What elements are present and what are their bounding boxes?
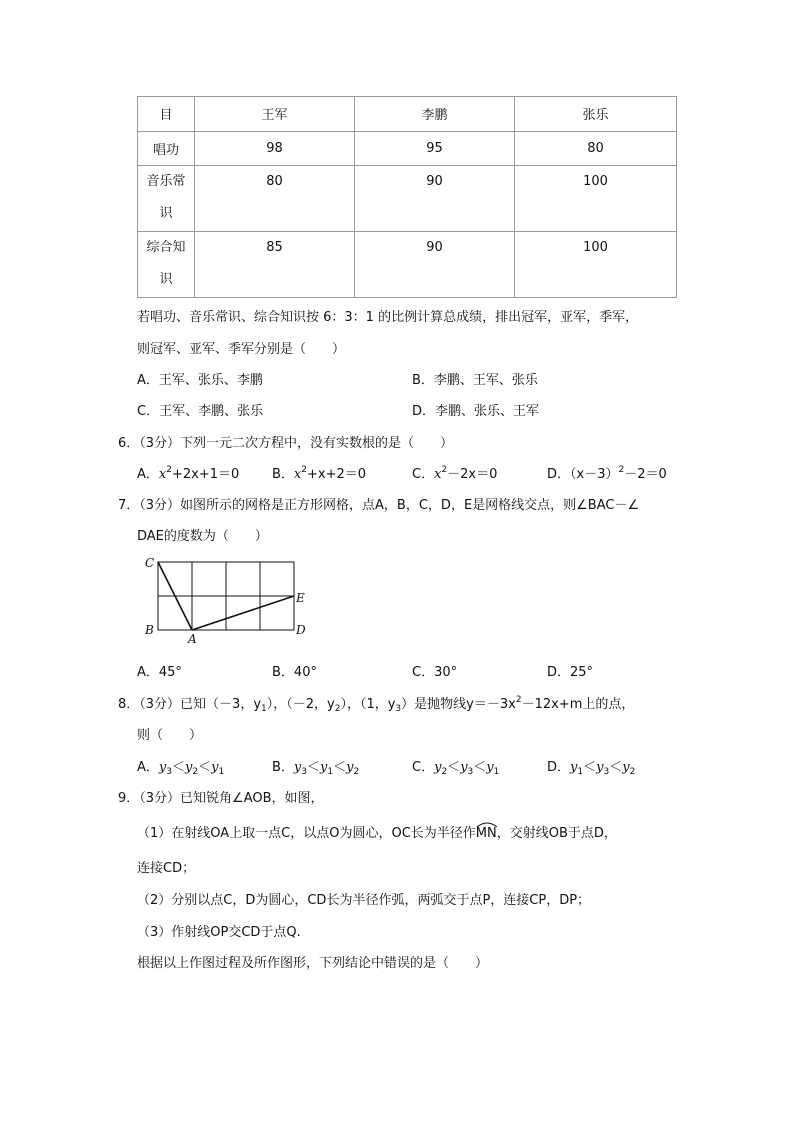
- exponent: 2: [515, 695, 522, 705]
- row-label-line: 音乐常: [146, 174, 186, 189]
- q9-stem: 9．（3分）已知锐角∠AOB，如图，: [118, 791, 324, 806]
- row-label-line: 综合知: [146, 240, 186, 255]
- subscript: 1: [218, 767, 225, 777]
- option-text: +2x+1＝0: [171, 467, 240, 482]
- q9-step1-line1: [137, 822, 617, 841]
- math-var: x: [158, 467, 167, 482]
- subscript: 1: [577, 767, 584, 777]
- subscript: 3: [395, 704, 402, 714]
- row-label: 唱功: [138, 132, 195, 166]
- point-label-e: E: [296, 591, 305, 605]
- q5-option-a: A．王军、张乐、李鹏: [137, 373, 263, 388]
- q8-option-a: A．$y_3<y_2<y_1$: [137, 760, 225, 777]
- point-label-a: A: [188, 632, 197, 644]
- option-prefix: B．: [272, 760, 294, 775]
- subscript: 1: [261, 704, 267, 714]
- table-cell: 85: [195, 232, 355, 298]
- q7-option-d: D．25°: [547, 665, 594, 680]
- subscript: 2: [629, 767, 636, 777]
- q8-stem-line1: [118, 693, 634, 714]
- option-prefix: A．: [137, 467, 159, 482]
- q8-text: ），（1，y: [340, 697, 396, 712]
- exponent: 2: [618, 465, 625, 475]
- exponent: 2: [441, 465, 448, 475]
- row-label: [138, 166, 195, 232]
- q5-option-d: D．李鹏、张乐、王军: [412, 404, 540, 419]
- q7-option-b: B．40°: [272, 665, 317, 680]
- table-cell: 90: [355, 232, 515, 298]
- subscript: 2: [353, 767, 360, 777]
- option-text: －2＝0: [624, 467, 667, 482]
- option-text: +x+2＝0: [307, 467, 367, 482]
- subscript: 2: [441, 767, 448, 777]
- table-header-row: [138, 97, 677, 132]
- option-prefix: B．: [272, 467, 294, 482]
- q9-step1-line2: 连接CD；: [137, 861, 196, 876]
- math-var: x: [434, 467, 442, 482]
- q8-option-c: C．$y_2<y_3<y_1$: [412, 760, 500, 777]
- q6-option-a: [137, 463, 239, 482]
- subscript: 3: [301, 767, 308, 777]
- q8-text: －12x+m上的点，: [521, 697, 635, 712]
- arc-mark-icon: [476, 820, 498, 828]
- q9-step2: （2）分别以点C，D为圆心，CD长为半径作弧，两弧交于点P，连接CP，DP；: [137, 893, 591, 908]
- grid-figure: [138, 552, 318, 644]
- subscript: 3: [467, 767, 474, 777]
- option-prefix: A．: [137, 760, 159, 775]
- q8-option-b: B．$y_3<y_1<y_2$: [272, 760, 360, 777]
- table-header-cell: 张乐: [515, 97, 677, 132]
- q7-option-c: C．30°: [412, 665, 458, 680]
- arc-mn: [476, 822, 497, 841]
- point-label-b: B: [145, 623, 154, 637]
- q5-option-b: B．李鹏、王军、张乐: [412, 373, 538, 388]
- q8-text: ），（－2，y: [266, 697, 335, 712]
- subscript: 3: [603, 767, 610, 777]
- table-header-cell: 目: [138, 97, 195, 132]
- table-cell: 80: [195, 166, 355, 232]
- arc-label: MN: [475, 826, 497, 841]
- table-header-cell: 王军: [195, 97, 355, 132]
- table-cell: 80: [515, 132, 677, 166]
- table-cell: 100: [515, 166, 677, 232]
- row-label-line: 识: [159, 206, 173, 221]
- q8-option-d: D．$y_1<y_3<y_2$: [547, 760, 636, 777]
- row-label-line: 识: [159, 272, 173, 287]
- q5-stem-line1: 若唱功、音乐常识、综合知识按 6：3：1 的比例计算总成绩，排出冠军，亚军，季军，: [137, 310, 639, 325]
- subscript: 1: [327, 767, 334, 777]
- point-label-d: D: [296, 623, 306, 637]
- subscript: 1: [493, 767, 500, 777]
- score-table: [137, 96, 677, 298]
- option-text: －2x＝0: [447, 467, 498, 482]
- table-cell: 98: [195, 132, 355, 166]
- exponent: 2: [301, 465, 307, 475]
- q9-question: 根据以上作图过程及所作图形，下列结论中错误的是（ ）: [137, 956, 489, 971]
- q6-option-c: [412, 463, 497, 482]
- q8-stem-line2: 则（ ）: [137, 728, 203, 743]
- table-row: [138, 132, 677, 166]
- q5-option-c: C．王军、李鹏、张乐: [137, 404, 264, 419]
- subscript: 3: [166, 767, 172, 777]
- table-cell: 95: [355, 132, 515, 166]
- q8-text: 8．（3分）已知（－3，y: [118, 697, 262, 712]
- table-cell: 100: [515, 232, 677, 298]
- subscript: 2: [192, 767, 199, 777]
- table-cell: 90: [355, 166, 515, 232]
- subscript: 2: [334, 704, 341, 714]
- q5-stem-line2: 则冠军、亚军、季军分别是（ ）: [137, 342, 346, 357]
- math-var: x: [293, 467, 302, 482]
- point-label-c: C: [145, 556, 155, 570]
- q6-option-b: [272, 463, 366, 482]
- q9-step3: （3）作射线OP交CD于点Q.: [137, 925, 301, 940]
- option-prefix: D．（x－3）: [547, 467, 619, 482]
- q8-text: ）是抛物线y＝－3x: [401, 697, 516, 712]
- q9-text: （1）在射线OA上取一点C，以点O为圆心，OC长为半径作: [137, 826, 476, 841]
- q7-option-a: A．45°: [137, 665, 182, 680]
- grid-lines: [158, 562, 294, 630]
- option-prefix: D．: [547, 760, 571, 775]
- table-row: [138, 166, 677, 232]
- exponent: 2: [166, 465, 172, 475]
- table-row: [138, 232, 677, 298]
- q6-option-d: [547, 463, 667, 482]
- option-prefix: C．: [412, 760, 435, 775]
- row-label: [138, 232, 195, 298]
- q7-stem-line1: 7．（3分）如图所示的网格是正方形网格，点A，B，C，D，E是网格线交点，则∠BAC－∠: [118, 498, 640, 513]
- q9-text: ，交射线OB于点D，: [496, 826, 617, 841]
- option-prefix: C．: [412, 467, 435, 482]
- q6-stem: 6．（3分）下列一元二次方程中，没有实数根的是（ ）: [118, 436, 454, 451]
- table-header-cell: 李鹏: [355, 97, 515, 132]
- q7-stem-line2: DAE的度数为（ ）: [137, 529, 268, 544]
- segment-ae: [192, 596, 294, 630]
